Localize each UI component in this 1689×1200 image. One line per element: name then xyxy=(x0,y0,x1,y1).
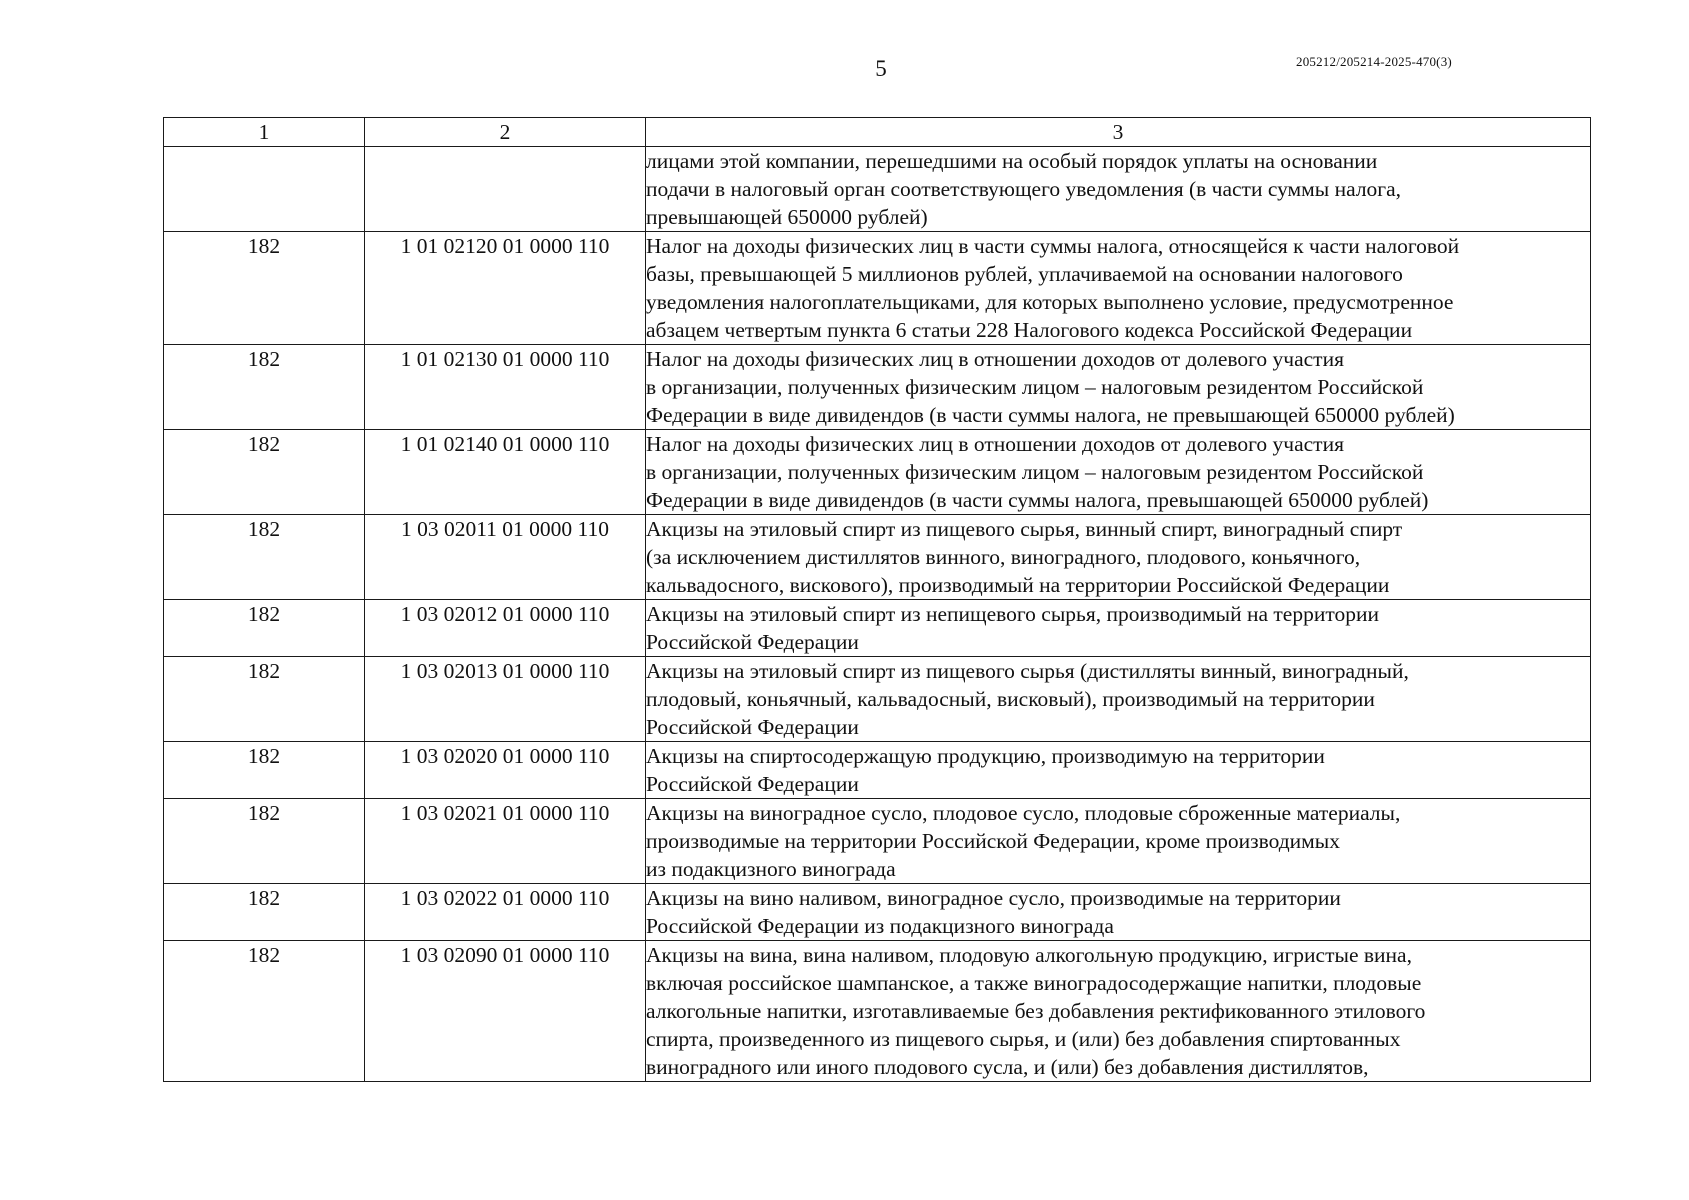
budget-code-cell: 1 01 02120 01 0000 110 xyxy=(365,232,646,345)
description-text: Акцизы на виноградное сусло, плодовое сусло, плодовые сброженные материалы, производимые на территории Российской Федерации, кроме производимых из подакцизного винограда xyxy=(646,801,1401,881)
budget-code-cell: 1 03 02011 01 0000 110 xyxy=(365,515,646,600)
budget-code-cell: 1 03 02022 01 0000 110 xyxy=(365,884,646,941)
description-cell xyxy=(646,345,1591,430)
budget-code-cell: 1 01 02140 01 0000 110 xyxy=(365,430,646,515)
description-cell xyxy=(646,799,1591,884)
table-row xyxy=(164,657,1591,742)
table-row xyxy=(164,600,1591,657)
admin-code-cell: 182 xyxy=(164,600,365,657)
admin-code-cell: 182 xyxy=(164,515,365,600)
document-code: 205212/205214-2025-470(3) xyxy=(1296,54,1452,69)
table-row xyxy=(164,430,1591,515)
column-header-2: 2 xyxy=(365,118,646,147)
description-cell xyxy=(646,515,1591,600)
description-text: Акцизы на этиловый спирт из пищевого сырья, винный спирт, виноградный спирт (за исключением дистиллятов винного, виноградного, плодового, коньячного, кальвадосного, вискового), производимый на территории Российской Федерации xyxy=(646,517,1403,597)
description-text: Акцизы на вина, вина наливом, плодовую алкогольную продукцию, игристые вина, включая российское шампанское, а также виноградосодержащие напитки, плодовые алкогольные напитки, изготавливаемые без добавления ректификованного этилового спирта, произведенного из пищевого сырья, и (или) без добавления спиртованных виноградного или иного плодового сусла, и (или) без добавления дистиллятов, xyxy=(646,943,1426,1079)
budget-code-cell: 1 03 02021 01 0000 110 xyxy=(365,799,646,884)
description-text: Налог на доходы физических лиц в отношении доходов от долевого участия в организации, полученных физическим лицом – налоговым резидентом Российской Федерации в виде дивидендов (в части суммы налога, не превышающей 650000 рублей) xyxy=(646,347,1455,427)
admin-code-cell: 182 xyxy=(164,742,365,799)
table-row xyxy=(164,799,1591,884)
table-header-row xyxy=(164,118,1591,147)
description-cell xyxy=(646,657,1591,742)
description-cell xyxy=(646,232,1591,345)
column-header-3: 3 xyxy=(646,118,1591,147)
description-text: Акцизы на этиловый спирт из пищевого сырья (дистилляты винный, виноградный, плодовый, коньячный, кальвадосный, висковый), производимый на территории Российской Федерации xyxy=(646,659,1409,739)
description-cell xyxy=(646,147,1591,232)
budget-code-cell: 1 03 02020 01 0000 110 xyxy=(365,742,646,799)
page-number: 5 xyxy=(875,56,887,81)
table-row xyxy=(164,345,1591,430)
admin-code-cell: 182 xyxy=(164,941,365,1082)
budget-code-cell: 1 01 02130 01 0000 110 xyxy=(365,345,646,430)
table-row xyxy=(164,742,1591,799)
description-text: Налог на доходы физических лиц в отношении доходов от долевого участия в организации, полученных физическим лицом – налоговым резидентом Российской Федерации в виде дивидендов (в части суммы налога, превышающей 650000 рублей) xyxy=(646,432,1429,512)
table-row xyxy=(164,515,1591,600)
description-cell xyxy=(646,742,1591,799)
description-text: Налог на доходы физических лиц в части суммы налога, относящейся к части налоговой базы, превышающей 5 миллионов рублей, уплачиваемой на основании налогового уведомления налогоплательщиками, для которых выполнено условие, предусмотренное абзацем четвертым пункта 6 статьи 228 Налогового кодекса Российской Федерации xyxy=(646,234,1460,342)
description-text: Акцизы на этиловый спирт из непищевого сырья, производимый на территории Российской Федерации xyxy=(646,602,1379,654)
description-text: лицами этой компании, перешедшими на особый порядок уплаты на основании подачи в налоговый орган соответствующего уведомления (в части суммы налога, превышающей 650000 рублей) xyxy=(646,149,1402,229)
description-text: Акцизы на вино наливом, виноградное сусло, производимые на территории Российской Федерации из подакцизного винограда xyxy=(646,886,1341,938)
column-header-1: 1 xyxy=(164,118,365,147)
admin-code-cell: 182 xyxy=(164,232,365,345)
budget-code-cell: 1 03 02090 01 0000 110 xyxy=(365,941,646,1082)
admin-code-cell: 182 xyxy=(164,799,365,884)
table-row xyxy=(164,147,1591,232)
admin-code-cell xyxy=(164,147,365,232)
description-cell xyxy=(646,884,1591,941)
table-row xyxy=(164,941,1591,1082)
description-cell xyxy=(646,430,1591,515)
admin-code-cell: 182 xyxy=(164,657,365,742)
admin-code-cell: 182 xyxy=(164,345,365,430)
admin-code-cell: 182 xyxy=(164,884,365,941)
description-text: Акцизы на спиртосодержащую продукцию, производимую на территории Российской Федерации xyxy=(646,744,1325,796)
description-cell xyxy=(646,941,1591,1082)
budget-code-cell xyxy=(365,147,646,232)
description-cell xyxy=(646,600,1591,657)
budget-code-cell: 1 03 02012 01 0000 110 xyxy=(365,600,646,657)
budget-code-cell: 1 03 02013 01 0000 110 xyxy=(365,657,646,742)
admin-code-cell: 182 xyxy=(164,430,365,515)
table-row xyxy=(164,232,1591,345)
table-row xyxy=(164,884,1591,941)
budget-codes-table xyxy=(163,117,1591,1082)
